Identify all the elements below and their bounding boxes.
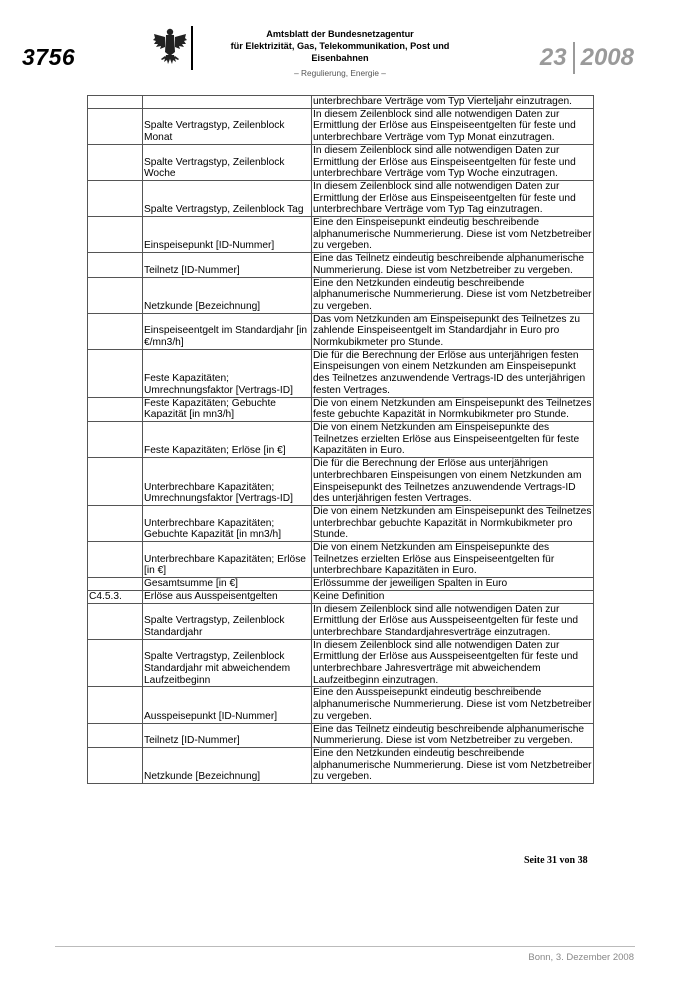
table-row	[88, 505, 594, 541]
cell-code: C4.5.3.	[88, 590, 143, 603]
header-title-line1: Amtsblatt der Bundesnetzagentur	[266, 29, 414, 39]
cell-description: unterbrechbare Verträge vom Typ Vierteljahr einzutragen.	[312, 96, 594, 109]
table-row	[88, 253, 594, 277]
table-row	[88, 747, 594, 783]
cell-field: Einspeisepunkt [ID-Nummer]	[143, 217, 312, 253]
table-row	[88, 180, 594, 216]
cell-code	[88, 108, 143, 144]
table-row	[88, 313, 594, 349]
table-row	[88, 590, 594, 603]
header-subtitle: – Regulierung, Energie –	[294, 68, 386, 78]
cell-field: Einspeiseentgelt im Standardjahr [in €/mn3/h]	[143, 313, 312, 349]
cell-description: Die von einem Netzkunden am Einspeisepunkt des Teilnetzes unterbrechbar gebuchte Kapazität in Normkubikmeter pro Stunde.	[312, 505, 594, 541]
cell-field	[143, 96, 312, 109]
cell-code	[88, 277, 143, 313]
cell-field: Unterbrechbare Kapazitäten; Umrechnungsfaktor [Vertrags-ID]	[143, 458, 312, 506]
cell-field: Erlöse aus Ausspeisentgelten	[143, 590, 312, 603]
cell-field: Ausspeisepunkt [ID-Nummer]	[143, 687, 312, 723]
cell-code	[88, 603, 143, 639]
federal-eagle-icon	[152, 26, 188, 68]
cell-code	[88, 253, 143, 277]
cell-description: In diesem Zeilenblock sind alle notwendigen Daten zur Ermittlung der Erlöse aus Einspeiseentgelten für feste und unterbrechbare Verträge vom Typ Woche einzutragen.	[312, 144, 594, 180]
cell-field: Teilnetz [ID-Nummer]	[143, 723, 312, 747]
cell-description: Eine den Netzkunden eindeutig beschreibende alphanumerische Nummerierung. Diese ist vom Netzbetreiber zu vergeben.	[313, 277, 592, 312]
cell-code	[88, 723, 143, 747]
cell-code	[88, 639, 143, 687]
table-row	[88, 108, 594, 144]
cell-description: Eine das Teilnetz eindeutig beschreibende alphanumerische Nummerierung. Diese ist vom Netzbetreiber zu vergeben.	[312, 723, 594, 747]
cell-field: Spalte Vertragstyp, Zeilenblock Monat	[143, 108, 312, 144]
cell-field: Gesamtsumme [in €]	[143, 578, 312, 591]
table-row	[88, 639, 594, 687]
header	[205, 28, 475, 78]
cell-field: Feste Kapazitäten; Erlöse [in €]	[143, 421, 312, 457]
cell-description: Die von einem Netzkunden am Einspeisepunkte des Teilnetzes erzielten Erlöse aus Einspeiseentgelten für feste Kapazitäten in Euro.	[312, 421, 594, 457]
cell-code	[88, 180, 143, 216]
cell-code	[88, 96, 143, 109]
table-row	[88, 723, 594, 747]
cell-field: Spalte Vertragstyp, Zeilenblock Tag	[143, 180, 312, 216]
cell-code	[88, 144, 143, 180]
cell-field: Spalte Vertragstyp, Zeilenblock Woche	[143, 144, 312, 180]
cell-description: Die von einem Netzkunden am Einspeisepunkt des Teilnetzes feste gebuchte Kapazität in Normkubikmeter pro Stunde.	[312, 397, 594, 421]
table-row	[88, 421, 594, 457]
header-divider	[191, 26, 193, 70]
cell-field: Feste Kapazitäten; Umrechnungsfaktor [Vertrags-ID]	[143, 349, 312, 397]
cell-code	[88, 349, 143, 397]
cell-code	[88, 505, 143, 541]
cell-description: Die von einem Netzkunden am Einspeisepunkte des Teilnetzes erzielten Erlöse aus Einspeiseentgelten für unterbrechbare Kapazitäten in Euro.	[312, 542, 594, 578]
cell-code	[88, 542, 143, 578]
issue-separator	[573, 42, 575, 74]
cell-code	[88, 747, 143, 783]
cell-field: Unterbrechbare Kapazitäten; Erlöse [in €]	[143, 542, 312, 578]
table-row	[88, 144, 594, 180]
cell-field: Netzkunde [Bezeichnung]	[143, 277, 312, 313]
cell-code	[88, 421, 143, 457]
cell-field: Teilnetz [ID-Nummer]	[143, 253, 312, 277]
cell-description: In diesem Zeilenblock sind alle notwendigen Daten zur Ermittlung der Erlöse aus Ausspeiseentgelten für feste und unterbrechbare Standardjahresverträge einzutragen.	[312, 603, 594, 639]
table-row	[88, 397, 594, 421]
table-row	[88, 349, 594, 397]
table-row	[88, 96, 594, 109]
table-row	[88, 217, 594, 253]
cell-code	[88, 397, 143, 421]
cell-field: Feste Kapazitäten; Gebuchte Kapazität [in mn3/h]	[143, 397, 312, 421]
cell-description: Die für die Berechnung der Erlöse aus unterjährigen unterbrechbaren Einspeisungen von einem Netzkunden am Einspeisepunkt des Teilnetzes anzuwendende Vertrags-ID des unterjährigen festen Vertrages.	[312, 458, 594, 506]
cell-description: Eine den Ausspeisepunkt eindeutig beschreibende alphanumerische Nummerierung. Diese ist vom Netzbetreiber zu vergeben.	[313, 687, 592, 722]
cell-description: Das vom Netzkunden am Einspeisepunkt des Teilnetzes zu zahlende Einspeiseentgelt im Standardjahr in Euro pro Normkubikmeter pro Stunde.	[312, 313, 594, 349]
page-number: 3756	[22, 44, 76, 70]
cell-code	[88, 687, 143, 723]
table-row	[88, 578, 594, 591]
cell-description: Eine den Einspeisepunkt eindeutig beschreibende alphanumerische Nummerierung. Diese ist vom Netzbetreiber zu vergeben.	[313, 217, 592, 252]
cell-description: Eine das Teilnetz eindeutig beschreibende alphanumerische Nummerierung. Diese ist vom Netzbetreiber zu vergeben.	[312, 253, 594, 277]
cell-code	[88, 458, 143, 506]
cell-description: Eine den Netzkunden eindeutig beschreibende alphanumerische Nummerierung. Diese ist vom Netzbetreiber zu vergeben.	[313, 747, 592, 783]
cell-field: Unterbrechbare Kapazitäten; Gebuchte Kapazität [in mn3/h]	[143, 505, 312, 541]
definitions-table	[87, 95, 594, 784]
cell-description: Erlössumme der jeweiligen Spalten in Euro	[312, 578, 594, 591]
cell-description: In diesem Zeilenblock sind alle notwendigen Daten zur Ermittlung der Erlöse aus Einspeiseentgelten für feste und unterbrechbare Verträge vom Typ Tag einzutragen.	[312, 180, 594, 216]
cell-code	[88, 313, 143, 349]
cell-field: Spalte Vertragstyp, Zeilenblock Standardjahr mit abweichendem Laufzeitbeginn	[143, 639, 312, 687]
issue-badge	[540, 42, 634, 74]
cell-description: Die für die Berechnung der Erlöse aus unterjährigen festen Einspeisungen von einem Netzkunden am Einspeisepunkt des Teilnetzes anzuwendende Vertrags-ID des unterjährigen festen Vertrages.	[312, 349, 594, 397]
table-row	[88, 277, 594, 313]
issue-number: 23	[539, 44, 567, 71]
table-row	[88, 603, 594, 639]
header-title-line2: für Elektrizität, Gas, Telekommunikation, Post und Eisenbahnen	[230, 41, 450, 63]
cell-description: In diesem Zeilenblock sind alle notwendigen Daten zur Ermittlung der Erlöse aus Einspeiseentgelten für feste und unterbrechbare Verträge vom Typ Monat einzutragen.	[312, 108, 594, 144]
footer-date: Bonn, 3. Dezember 2008	[528, 952, 634, 963]
table-row	[88, 687, 594, 723]
table-row	[88, 458, 594, 506]
cell-code	[88, 217, 143, 253]
cell-field: Spalte Vertragstyp, Zeilenblock Standardjahr	[143, 603, 312, 639]
cell-description: In diesem Zeilenblock sind alle notwendigen Daten zur Ermittlung der Erlöse aus Ausspeiseentgelten für feste und unterbrechbare Jahresverträge mit abweichendem Laufzeitbeginn einzutragen.	[312, 639, 594, 687]
table-row	[88, 542, 594, 578]
cell-field: Netzkunde [Bezeichnung]	[143, 747, 312, 783]
cell-description: Keine Definition	[312, 590, 594, 603]
issue-year: 2008	[580, 44, 634, 71]
page-counter: Seite 31 von 38	[524, 855, 588, 866]
footer-divider	[55, 946, 635, 947]
cell-code	[88, 578, 143, 591]
